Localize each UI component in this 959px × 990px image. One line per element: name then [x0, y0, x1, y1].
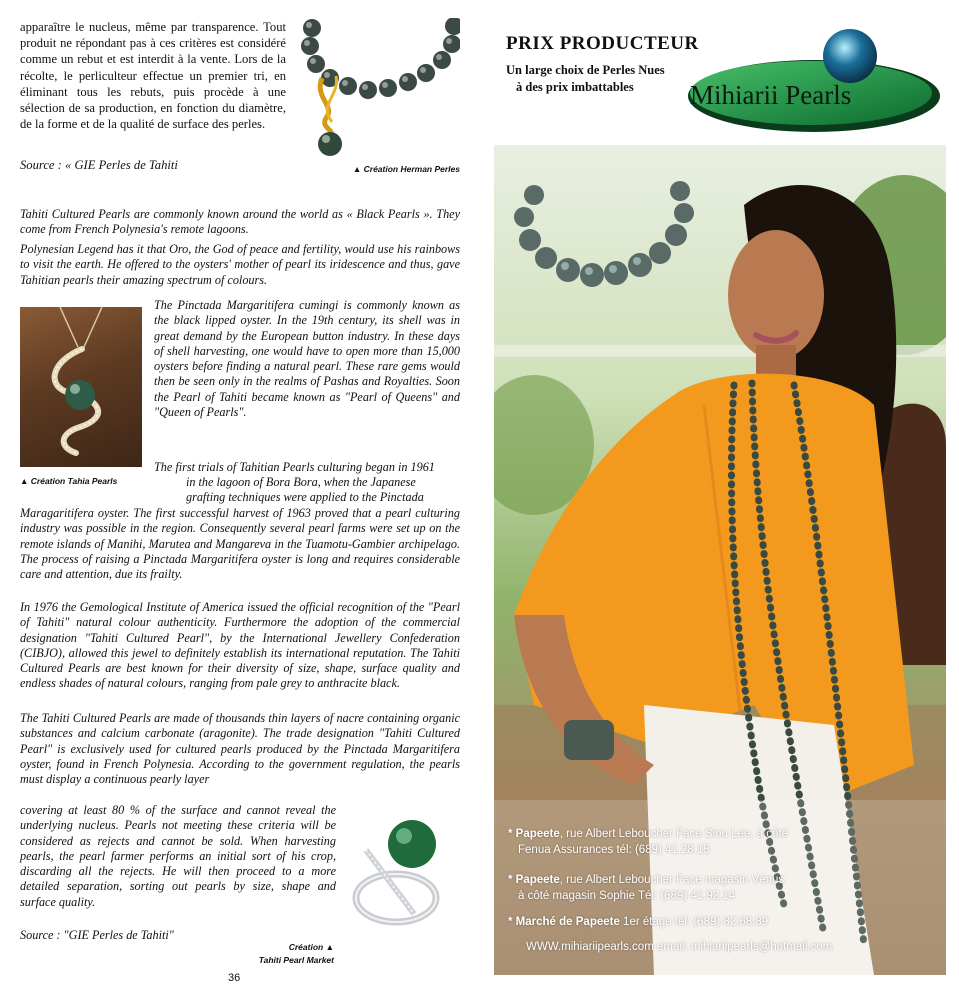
caption-herman-pearls: ▲ Création Herman Perles — [352, 164, 460, 174]
address-3-location: * Marché de Papeete — [508, 916, 620, 928]
paragraph-oyster: The Pinctada Margaritifera cumingi is commonly known as the black lipped oyster. In the 19th century, its shell was in great demand by the European button industry. In these days of shell harvesting, one would have to open more than 15,000 oysters before finding a natural pearl. These rare gems would then be seen only in the realms of Pashas and Royalties. Soon the Pearl of Tahiti became known as "Pearl of Queens" and "Queen of Pearls". — [154, 298, 460, 420]
address-1 — [508, 826, 938, 858]
english-source: Source : "GIE Perles de Tahiti" — [20, 928, 174, 942]
paragraph-trials-line3: grafting techniques were applied to the Pinctada — [186, 490, 424, 504]
address-1-line1: , rue Albert Leboucher Face Siou Lee, à côté — [559, 828, 789, 840]
address-3 — [508, 914, 938, 930]
paragraph-legend: Polynesian Legend has it that Oro, the God of peace and fertility, would use his rainbows to visit the earth. He offered to the oysters' mother of pearl its iridescence and thus, gave Tahitian pearls their amazing spectrum of colours. — [20, 242, 460, 287]
address-1-location: * Papeete — [508, 828, 560, 840]
paragraph-gemological: In 1976 the Gemological Institute of America issued the official recognition of the "Pearl of Tahiti" natural colour authenticity. Furthermore the adoption of the commercial designation "Tahiti Cultured Pearl", by the International Jewellery Confederation (CIBJO), allowed this jewel to definitely establish its international reputation. The Tahiti Cultured Pearls are best known for their diversity of size, shape, surface quality and endless shades of natural colours, ranging from pale grey to anthracite black. — [20, 600, 460, 691]
french-source: Source : « GIE Perles de Tahiti — [20, 158, 178, 172]
ad-subtitle-line2: à des prix imbattables — [516, 80, 634, 94]
paragraph-nacre: The Tahiti Cultured Pearls are made of thousands thin layers of nacre containing organic substances and calcium carbonate (aragonite). The trade designation "Tahiti Cultured Pearl" is exclusively used for cultured pearls produced by the Pinctada Margaritifera oyster, found in French Polynesia. According to the government regulation, the pearls must display a continuous pearly layer — [20, 711, 460, 787]
paragraph-trials-line1: The first trials of Tahitian Pearls culturing began in 1961 — [154, 460, 435, 474]
caption-market-line2: Tahiti Pearl Market — [258, 955, 334, 965]
tahia-pearls-photo — [20, 307, 142, 467]
paragraph-trials-line2: in the lagoon of Bora Bora, when the Japanese — [186, 475, 416, 489]
address-3-line1: 1er étage tél: (689) 82.68.89 — [619, 916, 769, 928]
logo-text: Mihiarii Pearls — [690, 80, 852, 110]
paragraph-trials-rest: Maragaritifera oyster. The first successful harvest of 1963 proved that a pearl culturing industry was possible in the region. Consequently several pearl farms were set up on the remote islands of Manihi, Marutea and Mangareva in the Tuamotu-Gambier archipelago. The process of raising a Pinctada Margaritifera oyster is long and requires considerable care and attention, due its frailty. — [20, 506, 460, 582]
address-2-line2: à côté magasin Sophie Tél: (689) 41.92.14 — [518, 890, 736, 902]
caption-tahia-pearls: ▲ Création Tahia Pearls — [20, 476, 118, 486]
address-2-line1: , rue Albert Leboucher Face magasin Vénus — [559, 874, 785, 886]
paragraph-intro: Tahiti Cultured Pearls are commonly known around the world as « Black Pearls ». They come from French Polynesia's remote lagoons. — [20, 207, 460, 237]
french-paragraph: apparaître le nucleus, même par transparence. Tout produit ne répondant pas à ces critères est considéré comme un rebut et est interdit à la vente. Lors de la récolte, le perliculteur effectue un premier tri, en éliminant tous les rebuts, puis procède à une sélection de sa production, en fonction du diamètre, de la forme et de la qualité de surface des perles. — [20, 20, 286, 132]
tahiti-pearl-market-photo — [344, 810, 460, 938]
address-1-line2: Fenua Assurances tél: (689) 41.28.15 — [518, 844, 710, 856]
address-2 — [508, 872, 938, 904]
ad-subtitle-line1: Un large choix de Perles Nues — [506, 63, 665, 77]
herman-pearls-photo — [296, 18, 460, 158]
caption-market-line1: Création ▲ — [288, 942, 334, 952]
address-2-location: * Papeete — [508, 874, 560, 886]
ad-title: PRIX PRODUCTEUR — [506, 33, 699, 54]
pendant-illustration — [20, 307, 142, 467]
paragraph-nacre-narrow: covering at least 80 % of the surface and cannot reveal the underlying nucleus. Pearls not meeting these criteria will be considered as rejects and cannot be sold. When harvesting pearls, the pearl farmer performs an initial sort of his crop, discarding all the rejects. He will then proceed to a more detailed separation, sorting out pearls by size, shape and surface quality. — [20, 803, 336, 909]
page-number: 36 — [228, 972, 241, 984]
ring-illustration — [344, 810, 460, 938]
website-email[interactable]: WWW.mihiariipearls.com email: mihiariipearls@hotmail.com — [526, 941, 833, 953]
pearl-necklace-illustration — [296, 18, 460, 158]
